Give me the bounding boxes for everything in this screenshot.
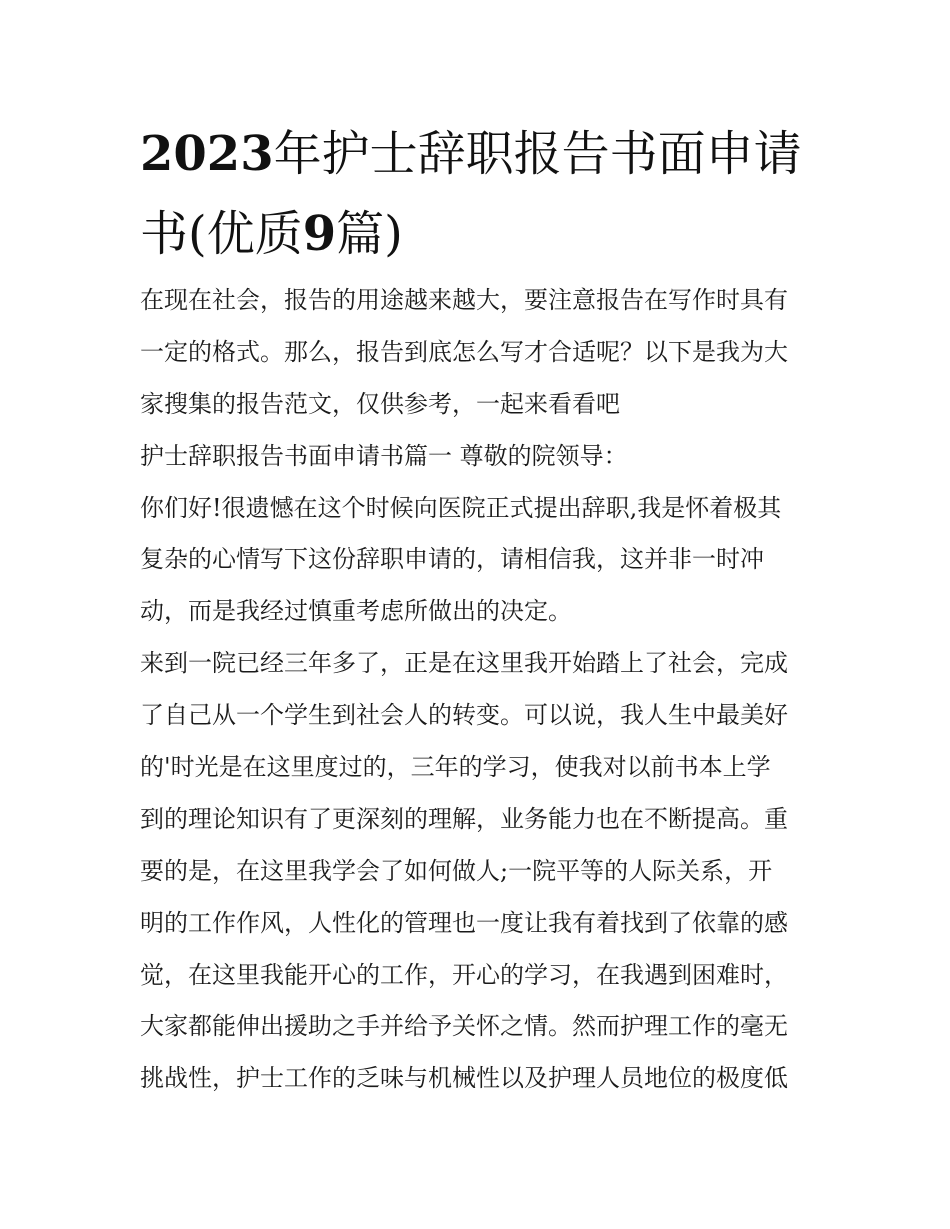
- body-line: 挑战性，护士工作的乏味与机械性以及护理人员地位的极度低: [140, 1064, 788, 1093]
- title-count: 9: [302, 206, 337, 262]
- title-line-2-text: 书(优质: [140, 206, 303, 262]
- body-line: 护士辞职报告书面申请书篇一 尊敬的院领导：: [140, 441, 628, 470]
- body-line: 到的理论知识有了更深刻的理解，业务能力也在不断提高。重: [140, 804, 788, 833]
- body-line: 家搜集的报告范文，仅供参考，一起来看看吧: [140, 389, 620, 418]
- document-body: [140, 282, 820, 1112]
- body-line: 来到一院已经三年多了，正是在这里我开始踏上了社会，完成: [140, 649, 788, 678]
- body-line: 复杂的心情写下这份辞职申请的，请相信我，这并非一时冲: [140, 545, 764, 574]
- title-line-1: [140, 114, 820, 194]
- document-title: [140, 114, 820, 274]
- body-line: 觉，在这里我能开心的工作，开心的学习，在我遇到困难时，: [140, 960, 788, 989]
- title-line-2: [140, 194, 820, 274]
- body-line: 你们好!很遗憾在这个时候向医院正式提出辞职,我是怀着极其: [140, 493, 782, 522]
- title-line-1-text: 年护士辞职报告书面申请: [273, 126, 802, 182]
- title-year: 2023: [140, 126, 274, 182]
- body-line: 要的是，在这里我学会了如何做人;一院平等的人际关系，开: [140, 856, 773, 885]
- body-line: 在现在社会，报告的用途越来越大，要注意报告在写作时具有: [140, 286, 788, 314]
- body-line: 的'时光是在这里度过的，三年的学习，使我对以前书本上学: [140, 753, 771, 782]
- title-line-2-end: 篇): [336, 206, 403, 262]
- body-line: 动，而是我经过慎重考虑所做出的决定。: [140, 597, 572, 626]
- body-line: 明的工作作风，人性化的管理也一度让我有着找到了依靠的感: [140, 908, 788, 937]
- body-line: 大家都能伸出援助之手并给予关怀之情。然而护理工作的毫无: [140, 1012, 788, 1041]
- body-line: 一定的格式。那么，报告到底怎么写才合适呢？以下是我为大: [140, 337, 788, 366]
- body-line: 了自己从一个学生到社会人的转变。可以说，我人生中最美好: [140, 701, 788, 730]
